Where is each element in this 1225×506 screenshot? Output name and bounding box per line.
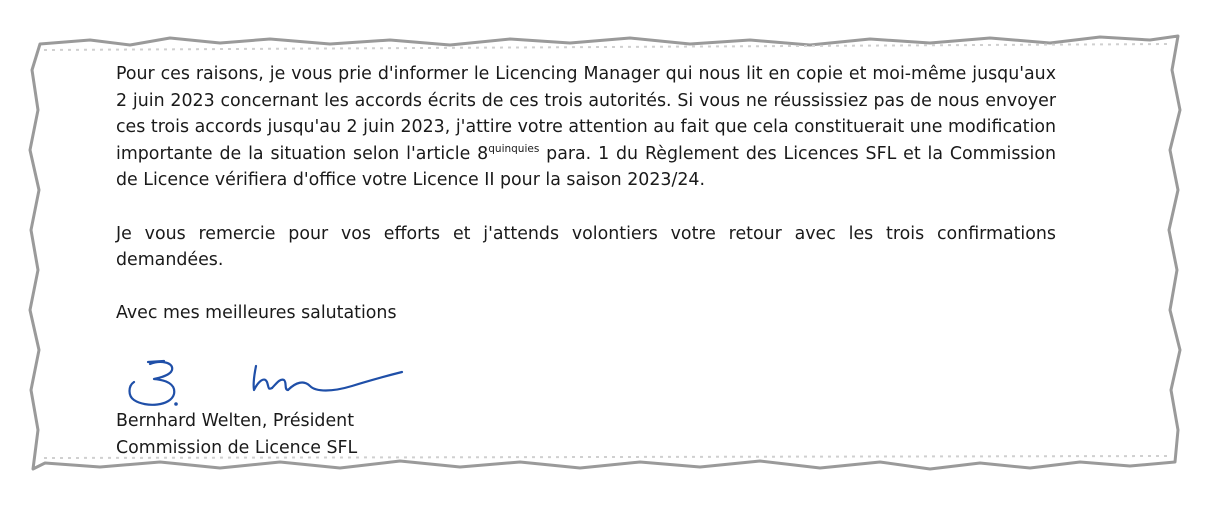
paragraph-request [116, 61, 1056, 194]
signer-name: Bernhard Welten, Président [116, 411, 355, 431]
paragraph-request-tail: para. 1 du Règlement des Licences SFL et la Commission de Licence vérifiera d'office votre Licence II pour la saison 2023/24. [116, 143, 1056, 191]
signer-organization: Commission de Licence SFL [116, 437, 358, 458]
closing-salutation: Avec mes meilleures salutations [116, 303, 397, 324]
signer-block [116, 408, 357, 461]
paragraph-thanks: Je vous remercie pour vos efforts et j'attends volontiers votre retour avec les trois confirmations demandées. [116, 223, 1056, 271]
handwritten-signature [116, 352, 416, 412]
paragraph-request-text: Pour ces raisons, je vous prie d'informer le Licencing Manager qui nous lit en copie et moi-même jusqu'aux 2 juin 2023 concernant les accords écrits de ces trois autorités. Si vous ne réussissiez pas de nous envoyer ces trois accords jusqu'au 2 juin 2023, j'attire votre attention au fait que cela constituerait une modification importante de la situation selon l'article 8 [116, 64, 1056, 164]
article-superscript: quinquies [488, 142, 540, 155]
letter-body [116, 61, 1056, 327]
